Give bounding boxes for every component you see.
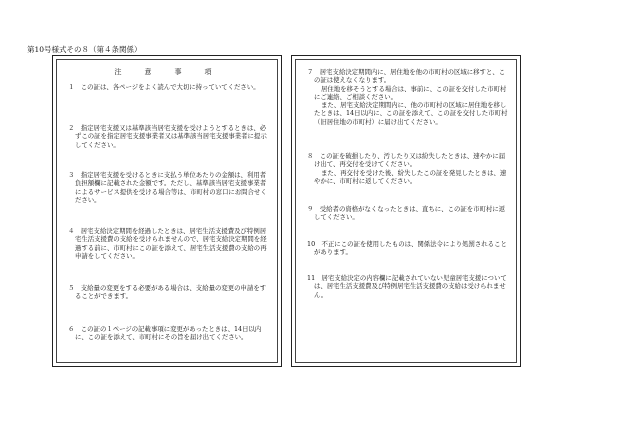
- notice-panel-left-frame: [56, 59, 278, 363]
- notice-item-2: ２ 指定居宅支援又は基準該当居宅支援を受けようとするときは、必ずこの証を指定居宅支援事業者又は基準該当居宅支援事業者に提示してください。: [68, 124, 267, 149]
- notice-item-5: ５ 支給量の変更をする必要がある場合は、支給量の変更の申請をすることができます。: [68, 284, 267, 301]
- notice-item-7-sub-2: また、居宅支給決定期間内に、他の市町村の区域に居住地を移したときは、14日以内に、この証を添えて、この証を交付した市町村（旧居住地の市町村）に届け出てください。: [314, 101, 508, 126]
- notice-item-7: [307, 68, 508, 126]
- notice-item-8-sub-1: また、再交付を受けた後、紛失したこの証を発見したときは、速やかに、市町村に返してください。: [314, 168, 507, 185]
- notice-item-4: ４ 居宅支給決定期間を経過したときは、居宅生活支援費及び特例居宅生活支援費の支給を受けられませんので、居宅支給決定期間を経過する前に、市町村にこの証を添えて、居宅生活支援費の支給の再申請をしてください。: [68, 227, 267, 260]
- notice-item-1: １ この証は、各ページをよく読んで大切に持っていてください。: [68, 83, 260, 91]
- notice-item-6: ６ この証の１ページの記載事項に変更があったときは、14日以内に、この証を添えて、市町村にその旨を届け出てください。: [68, 325, 262, 342]
- notice-title: 注 意 事 項: [114, 68, 220, 76]
- notice-item-3: ３ 指定居宅支援を受けるときに支払う単位あたりの金額は、利用者負担額欄に記載された金額です。ただし、基準該当居宅支援事業者によるサービス提供を受ける場合等は、市町村の窓口にお問合せください。: [68, 171, 267, 204]
- notice-panel-left: [52, 55, 282, 367]
- notice-panel-right-frame: [295, 59, 517, 363]
- notice-panel-right: [291, 55, 521, 367]
- notice-item-7-sub-1: 居住地を移そうとする場合は、事前に、この証を交付した市町村にご連絡、ご相談ください。: [314, 84, 507, 101]
- notice-item-11: 11 居宅支給決定の内容欄に記載されていない児童居宅支援については、居宅生活支援費及び特例居宅生活支援費の支給は受けられません。: [307, 274, 507, 299]
- notice-item-10: 10 不正にこの証を使用したものは、関係法令により処罰されることがあります。: [307, 240, 507, 257]
- notice-item-8-text: ８ この証を破損したり、汚したり又は紛失したときは、速やかに届け出て、再交付を受けてください。: [307, 152, 506, 169]
- notice-item-7-text: ７ 居宅支給決定期間内に、居住地を他の市町村の区域に移すと、この証は使えなくなります。: [307, 68, 506, 85]
- form-number-label: 第10号様式その８（第４条関係）: [27, 45, 142, 54]
- notice-item-9: ９ 受給者の資格がなくなったときは、直ちに、この証を市町村に返してください。: [307, 205, 506, 222]
- notice-item-8: [307, 152, 508, 185]
